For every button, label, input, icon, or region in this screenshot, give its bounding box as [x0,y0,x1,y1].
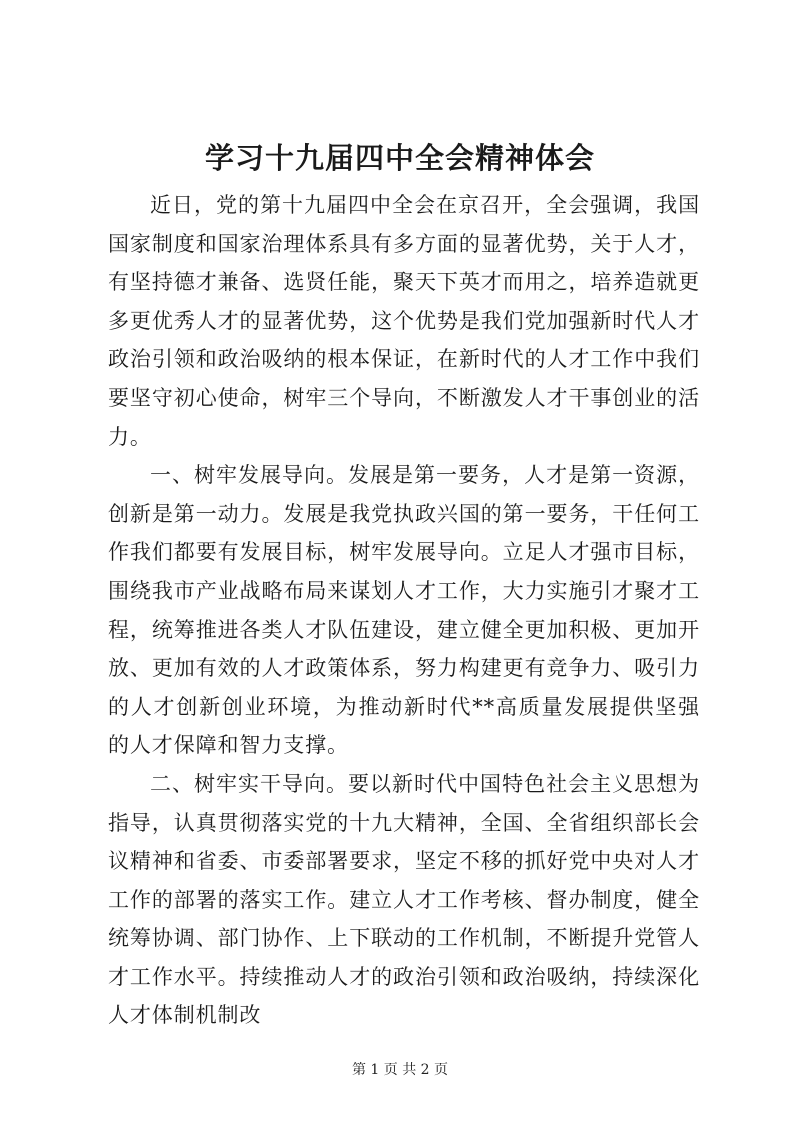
paragraph-practical-orientation: 二、树牢实干导向。要以新时代中国特色社会主义思想为指导，认真贯彻落实党的十九大精神，全国、全省组织部长会议精神和省委、市委部署要求，坚定不移的抓好党中央对人才工作的部署的落实工作。建立人才工作考核、督办制度，健全统筹协调、部门协作、上下联动的工作机制，不断提升党管人才工作水平。持续推动人才的政治引领和政治吸纳，持续深化人才体制机制改 [108,771,700,1028]
paragraph-intro: 近日，党的第十九届四中全会在京召开，全会强调，我国国家制度和国家治理体系具有多方面的显著优势，关于人才，有坚持德才兼备、选贤任能，聚天下英才而用之，培养造就更多更优秀人才的显著优势，这个优势是我们党加强新时代人才政治引领和政治吸纳的根本保证，在新时代的人才工作中我们要坚守初心使命，树牢三个导向，不断激发人才干事创业的活力。 [108,193,700,449]
page-number-footer: 第 1 页 共 2 页 [351,1062,449,1078]
document-title: 学习十九届四中全会精神体会 [204,141,595,175]
paragraph-development-orientation: 一、树牢发展导向。发展是第一要务，人才是第一资源，创新是第一动力。发展是我党执政兴国的第一要务，干任何工作我们都要有发展目标，树牢发展导向。立足人才强市目标，围绕我市产业战略布局来谋划人才工作，大力实施引才聚才工程，统筹推进各类人才队伍建设，建立健全更加积极、更加开放、更加有效的人才政策体系，努力构建更有竞争力、吸引力的人才创新创业环境，为推动新时代**高质量发展提供坚强的人才保障和智力支撑。 [108,463,700,758]
document-body [108,186,700,1035]
